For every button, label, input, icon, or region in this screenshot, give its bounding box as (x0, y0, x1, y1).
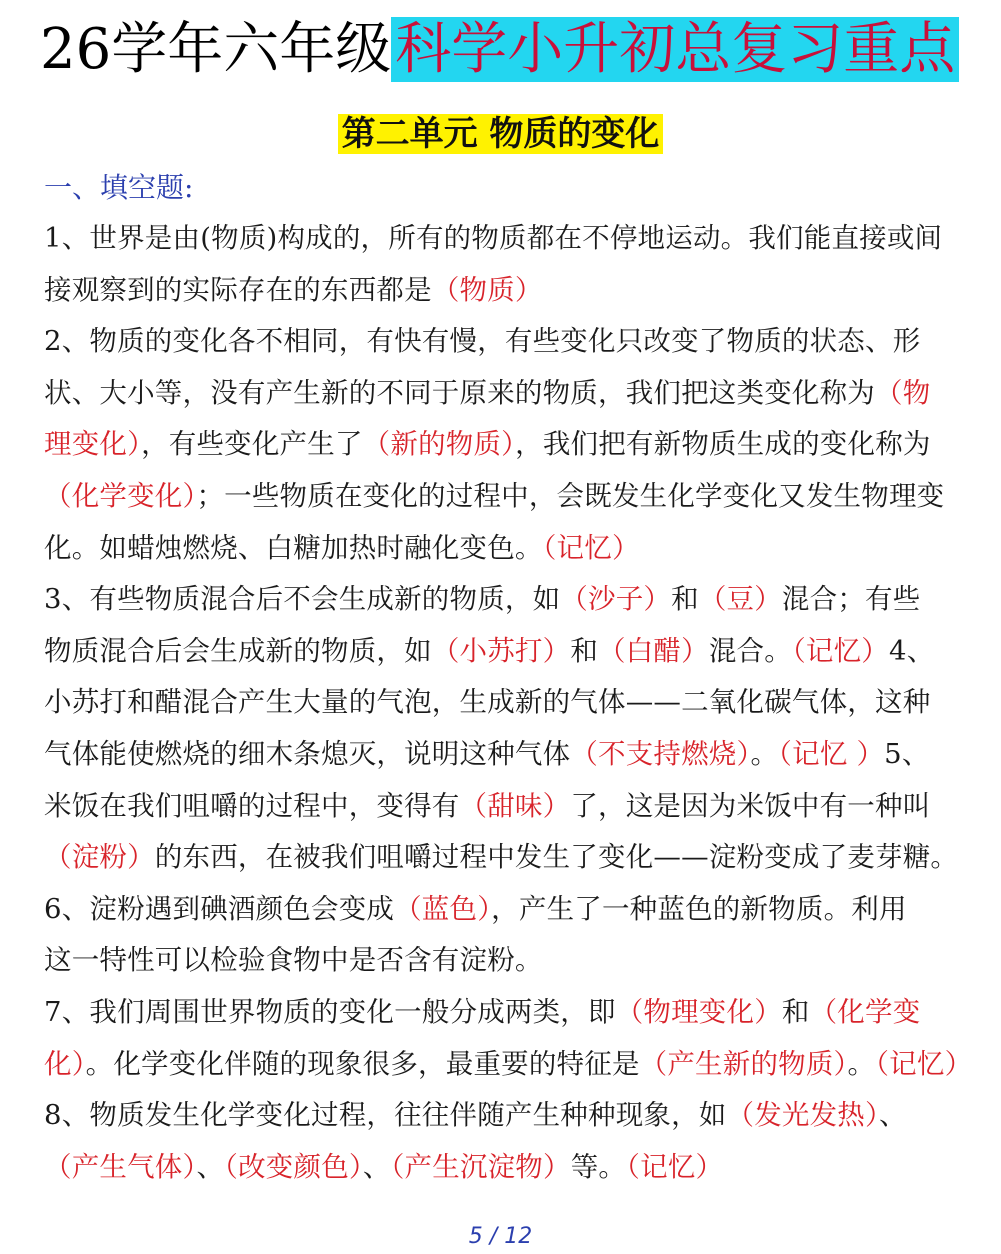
text-line (44, 786, 994, 826)
body-text: 6、淀粉遇到碘酒颜色会变成 (44, 892, 395, 925)
document-title (40, 14, 959, 86)
body-text: 和 (671, 583, 699, 616)
body-text: 、 (878, 1099, 907, 1132)
answer-text: （新的物质） (362, 428, 516, 461)
answer-text: （记忆） (626, 1150, 724, 1183)
body-text: 混合。 (708, 634, 792, 667)
text-line (44, 270, 994, 310)
body-text: 4、 (889, 634, 935, 667)
body-text: 2、物质的变化各不相同，有快有慢，有些变化只改变了物质的状态、形 (44, 325, 921, 358)
body-text: ，我们把有新物质生成的变化称为 (515, 428, 931, 461)
answer-text: （记忆） (875, 1047, 973, 1080)
text-line (44, 1095, 994, 1135)
body-text: 。 (750, 738, 779, 770)
body-text: 和 (781, 996, 810, 1028)
answer-text: （甜味） (459, 789, 571, 822)
body-text: 7、我们周围世界物质的变化一般分成两类，即 (44, 996, 616, 1028)
answer-text: （记忆） (791, 634, 889, 667)
text-line (44, 476, 994, 516)
body-text: ，产生了一种蓝色的新物质。利用 (491, 892, 907, 925)
text-line (44, 992, 994, 1032)
text-line (44, 940, 994, 980)
body-text: 这一特性可以检验食物中是否含有淀粉。 (44, 944, 543, 977)
text-line (44, 528, 994, 568)
body-text: 气体能使燃烧的细木条熄灭，说明这种气体 (44, 738, 571, 770)
text-line (44, 734, 994, 774)
answer-text: （沙子） (560, 583, 672, 616)
body-text: 、 (362, 1150, 391, 1183)
text-line (44, 1147, 994, 1187)
body-text: 的东西，在被我们咀嚼过程中发生了变化——淀粉变成了麦芽糖。 (154, 841, 959, 874)
body-text: 状、大小等，没有产生新的不同于原来的物质，我们把这类变化称为 (44, 376, 875, 409)
text-line (44, 321, 994, 361)
body-text: 物质混合后会生成新的物质，如 (44, 634, 432, 667)
page-number: 5 / 12 (468, 1224, 533, 1249)
body-text: 米饭在我们咀嚼的过程中，变得有 (44, 789, 460, 822)
text-line (44, 424, 994, 464)
answer-text: （化学变化） (44, 480, 197, 512)
unit-title (0, 110, 1001, 158)
answer-text: 理变化） (44, 428, 142, 461)
answer-text: （物 (875, 376, 931, 409)
body-text: 5、 (884, 738, 930, 770)
body-text: 小苏打和醋混合产生大量的气泡，生成新的气体——二氧化碳气体，这种 (44, 686, 931, 719)
body-text: 。 (847, 1047, 876, 1080)
answer-text: （豆） (698, 583, 782, 616)
text-line (44, 579, 994, 619)
text-line (44, 373, 994, 413)
body-text: ；一些物质在变化的过程中，会既发生化学变化又发生物理变 (196, 480, 945, 512)
body-text: 等。 (570, 1150, 627, 1183)
answer-text: （产生沉淀物） (390, 1150, 571, 1183)
body-text: 混合；有些 (781, 583, 921, 616)
text-line (44, 1044, 994, 1084)
answer-text: （不支持燃烧） (570, 738, 751, 770)
answer-text: （物理变化） (615, 996, 782, 1028)
answer-text: （发光发热） (726, 1099, 879, 1132)
title-plain: 26学年六年级 (40, 17, 392, 82)
text-line (44, 682, 994, 722)
answer-text: （化学变 (809, 996, 921, 1028)
body-text: 3、有些物质混合后不会生成新的物质，如 (44, 583, 561, 616)
answer-text: （记忆 ） (778, 738, 885, 770)
body-text: 8、物质发生化学变化过程，往往伴随产生种种现象，如 (44, 1099, 727, 1132)
body-text: 、 (196, 1150, 225, 1183)
text-line (44, 889, 994, 929)
text-line (44, 837, 994, 877)
answer-text: （改变颜色） (224, 1150, 363, 1183)
answer-text: （蓝色） (394, 892, 492, 925)
answer-text: （白醋） (598, 634, 709, 667)
answer-text: （淀粉） (44, 841, 155, 874)
body-text: 。化学变化伴随的现象很多，最重要的特征是 (85, 1047, 640, 1080)
body-text: 1、世界是由(物质)构成的，所有的物质都在不停地运动。我们能直接或间 (44, 222, 943, 254)
answer-text: 化） (44, 1047, 86, 1080)
answer-text: （记忆） (542, 531, 640, 564)
answer-text: （小苏打） (431, 634, 571, 667)
body-text: 了，这是因为米饭中有一种叫 (570, 789, 931, 822)
body-text: ，有些变化产生了 (141, 428, 363, 461)
answer-text: （产生新的物质） (639, 1047, 848, 1080)
text-line (44, 631, 994, 671)
body-text: 接观察到的实际存在的东西都是 (44, 273, 432, 306)
title-highlight: 科学小升初总复习重点 (391, 17, 959, 82)
answer-text: （物质） (431, 273, 543, 306)
text-line (44, 218, 994, 258)
section-title: 一、填空题: (44, 171, 194, 204)
body-text: 化。如蜡烛燃烧、白糖加热时融化变色。 (44, 531, 543, 564)
body-text: 和 (570, 634, 599, 667)
answer-text: （产生气体） (44, 1150, 197, 1183)
unit-title-text: 第二单元 物质的变化 (338, 114, 664, 154)
